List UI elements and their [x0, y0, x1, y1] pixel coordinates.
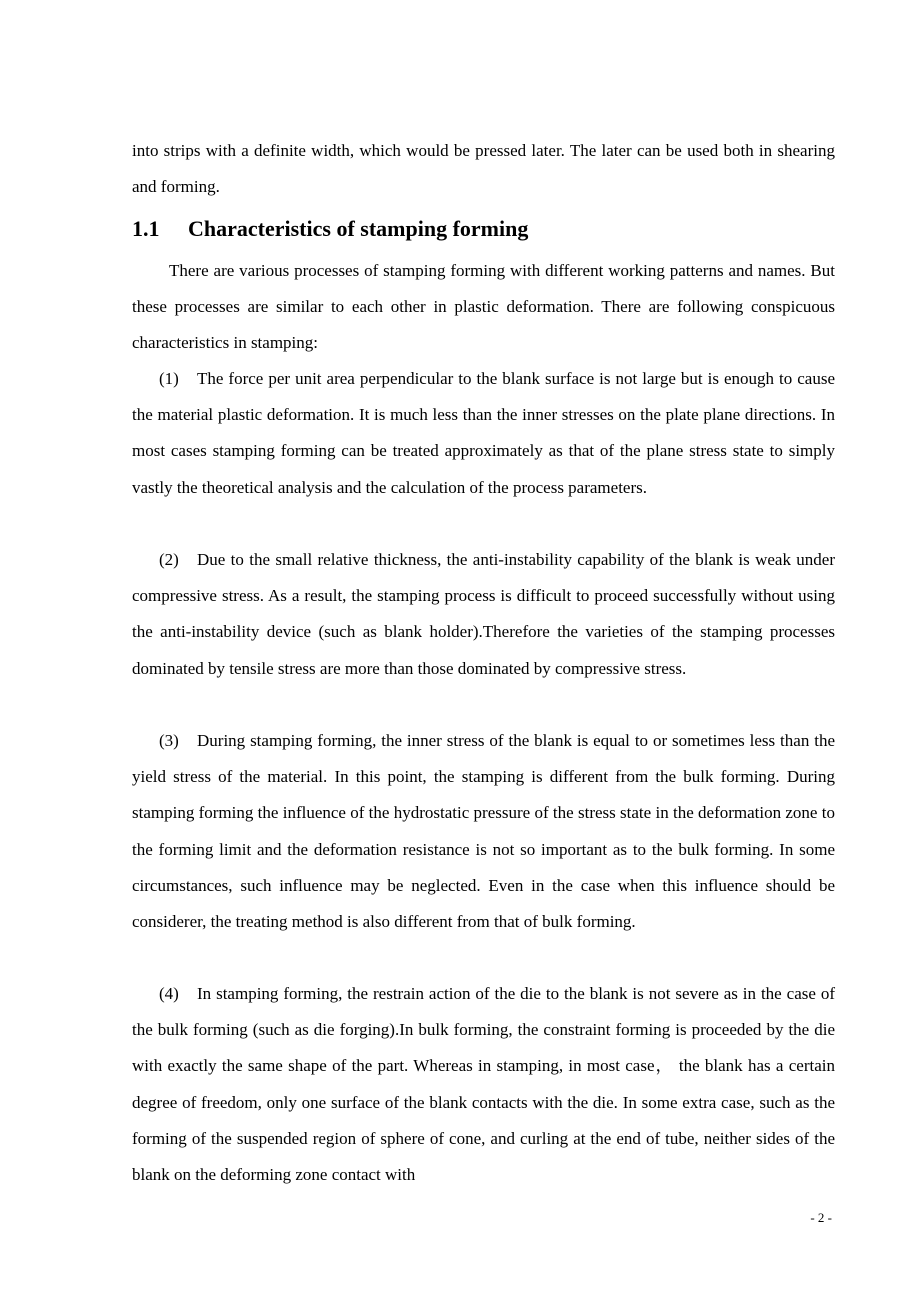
page-number: - 2 - — [810, 1210, 832, 1225]
list-item-text: During stamping forming, the inner stress of the blank is equal to or sometimes less than the yield stress of the material. In this point, the stamping is different from the bulk forming. During stamping forming the influence of the hydrostatic pressure of the stress state in the deformation zone to the forming limit and the deformation resistance is not so important as to the bulk forming. In some circumstances, such influence may be neglected. Even in the case when this influence should be considerer, the treating method is also different from that of bulk forming. — [132, 731, 835, 932]
continuation-paragraph: into strips with a definite width, which would be pressed later. The later can be used both in shearing and forming. — [132, 141, 835, 197]
section-number: 1.1 — [132, 216, 160, 241]
intro-paragraph: There are various processes of stamping forming with different working patterns and names. But these processes are similar to each other in plastic deformation. There are following conspicuous characteristics in stamping: — [132, 261, 835, 353]
list-item-text: In stamping forming, the restrain action of the die to the blank is not severe as in the case of the bulk forming (such as die forging).In bulk forming, the constraint forming is proceeded by the die with exactly the same shape of the part. Whereas in stamping, in most case， the blank has a certain degree of freedom, only one surface of the blank contacts with the die. In some extra case, such as the forming of the suspended region of sphere of cone, and curling at the end of tube, neither sides of the blank on the deforming zone contact with — [132, 984, 835, 1185]
list-item-4 — [132, 976, 835, 1193]
list-item-number: (2) — [159, 550, 179, 569]
list-item-3 — [132, 723, 835, 940]
list-item-text: The force per unit area perpendicular to the blank surface is not large but is enough to cause the material plastic deformation. It is much less than the inner stresses on the plate plane directions. In most cases stamping forming can be treated approximately as that of the plane stress state to simply vastly the theoretical analysis and the calculation of the process parameters. — [132, 369, 835, 497]
list-item-1 — [132, 361, 835, 506]
list-item-2 — [132, 542, 835, 687]
list-item-number: (3) — [159, 731, 179, 750]
section-heading — [132, 211, 528, 247]
section-title: Characteristics of stamping forming — [188, 216, 529, 241]
list-item-number: (4) — [159, 984, 179, 1003]
list-item-number: (1) — [159, 369, 179, 388]
list-item-text: Due to the small relative thickness, the anti-instability capability of the blank is weak under compressive stress. As a result, the stamping process is difficult to proceed successfully without using the anti-instability device (such as blank holder).Therefore the varieties of the stamping processes dominated by tensile stress are more than those dominated by compressive stress. — [132, 550, 835, 678]
